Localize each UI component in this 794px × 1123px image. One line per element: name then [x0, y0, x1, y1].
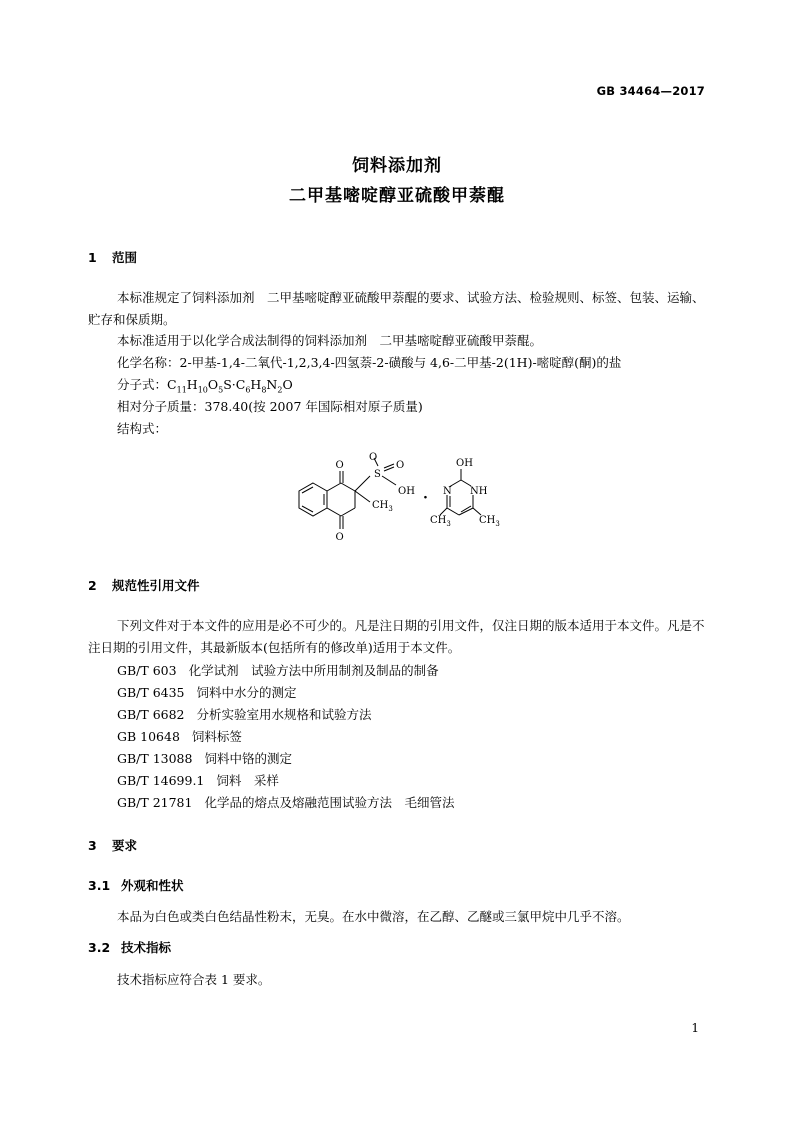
section-title: 要求 [112, 838, 138, 853]
atom-oh: OH [398, 486, 415, 497]
reference-title: 饲料 采样 [216, 773, 279, 788]
reference-title: 饲料中水分的测定 [196, 685, 297, 700]
section-2-paragraph [88, 615, 708, 659]
structural-formula [290, 452, 520, 548]
appearance-text: 本品为白色或类白色结晶性粉末，无臭。在水中微溶，在乙醇、乙醚或三氯甲烷中几乎不溶。 [117, 909, 630, 924]
section-1-paragraph-2: 本标准适用于以化学合成法制得的饲料添加剂 二甲基嘧啶醇亚硫酸甲萘醌。 [117, 333, 543, 348]
reference-code: GB/T 6682 [117, 707, 185, 722]
reference-title: 饲料标签 [191, 729, 242, 744]
technical-index-text: 技术指标应符合表 1 要求。 [117, 972, 271, 987]
atom-nh: NH [470, 486, 488, 497]
reference-item [117, 661, 439, 679]
reference-item [117, 705, 372, 723]
reference-item [117, 683, 297, 701]
structure-label: 结构式： [117, 421, 168, 436]
naphthoquinone-rings [299, 458, 396, 529]
paragraph-text: 本标准规定了饲料添加剂 二甲基嘧啶醇亚硫酸甲萘醌的要求、试验方法、检验规则、标签、包装、运输、贮存和保质期。 [88, 290, 705, 327]
reference-item [117, 793, 454, 811]
reference-title: 化学品的熔点及熔融范围试验方法 毛细管法 [204, 795, 455, 810]
reference-title: 分析实验室用水规格和试验方法 [196, 707, 372, 722]
section-3-heading [88, 836, 137, 854]
reference-code: GB 10648 [117, 729, 180, 744]
page-number: 1 [691, 1021, 699, 1035]
document-title-line1: 饲料添加剂 [352, 156, 442, 176]
atom-ch3-b: $CH_3$ [479, 515, 500, 528]
molecular-formula [117, 375, 293, 395]
reference-item [117, 749, 292, 767]
section-2-heading [88, 576, 200, 594]
atom-s: S [374, 469, 381, 480]
reference-code: GB/T 13088 [117, 751, 193, 766]
reference-code: GB/T 6435 [117, 685, 185, 700]
atom-o-bottom: O [335, 532, 344, 543]
reference-item [117, 771, 279, 789]
reference-item [117, 727, 242, 745]
reference-title: 饲料中铬的测定 [204, 751, 292, 766]
subsection-title: 外观和性状 [121, 878, 184, 893]
standard-code: GB 34464—2017 [596, 84, 705, 98]
section-number: 2 [88, 578, 97, 593]
reference-code: GB/T 603 [117, 663, 177, 678]
formula-display: $C_{11}H_{10}O_5S\cdot C_6H_8N_2O$ [167, 377, 293, 395]
section-1-paragraph-1 [88, 287, 708, 331]
subsection-number: 3.1 [88, 878, 111, 893]
salt-dot: · [423, 490, 428, 506]
atom-ch3: $CH_3$ [372, 500, 393, 513]
molecular-mass: 相对分子质量：378.40(按 2007 年国际相对原子质量) [117, 399, 423, 414]
section-number: 1 [88, 250, 97, 265]
atom-ho: OH [456, 458, 473, 469]
subsection-number: 3.2 [88, 940, 111, 955]
section-title: 范围 [112, 250, 138, 265]
atom-o1: O [369, 452, 378, 463]
subsection-title: 技术指标 [121, 940, 172, 955]
document-title-line2: 二甲基嘧啶醇亚硫酸甲萘醌 [289, 186, 505, 206]
chemical-name: 化学名称：2-甲基-1,4-二氧代-1,2,3,4-四氢萘-2-磺酸与 4,6-二甲基-2(1H)-嘧啶醇(酮)的盐 [117, 355, 622, 370]
subsection-3-1-heading [88, 876, 184, 894]
paragraph-text: 下列文件对于本文件的应用是必不可少的。凡是注日期的引用文件，仅注日期的版本适用于本文件。凡是不注日期的引用文件，其最新版本(包括所有的修改单)适用于本文件。 [88, 618, 705, 655]
reference-code: GB/T 14699.1 [117, 773, 205, 788]
section-number: 3 [88, 838, 97, 853]
subsection-3-2-heading [88, 938, 171, 956]
atom-o2: O [396, 460, 405, 471]
atom-n1: N [443, 486, 452, 497]
reference-code: GB/T 21781 [117, 795, 193, 810]
section-title: 规范性引用文件 [112, 578, 200, 593]
formula-label: 分子式： [117, 377, 168, 392]
atom-o-top: O [335, 460, 344, 471]
reference-title: 化学试剂 试验方法中所用制剂及制品的制备 [188, 663, 439, 678]
atom-ch3-a: $CH_3$ [430, 515, 451, 528]
section-1-heading [88, 248, 137, 266]
